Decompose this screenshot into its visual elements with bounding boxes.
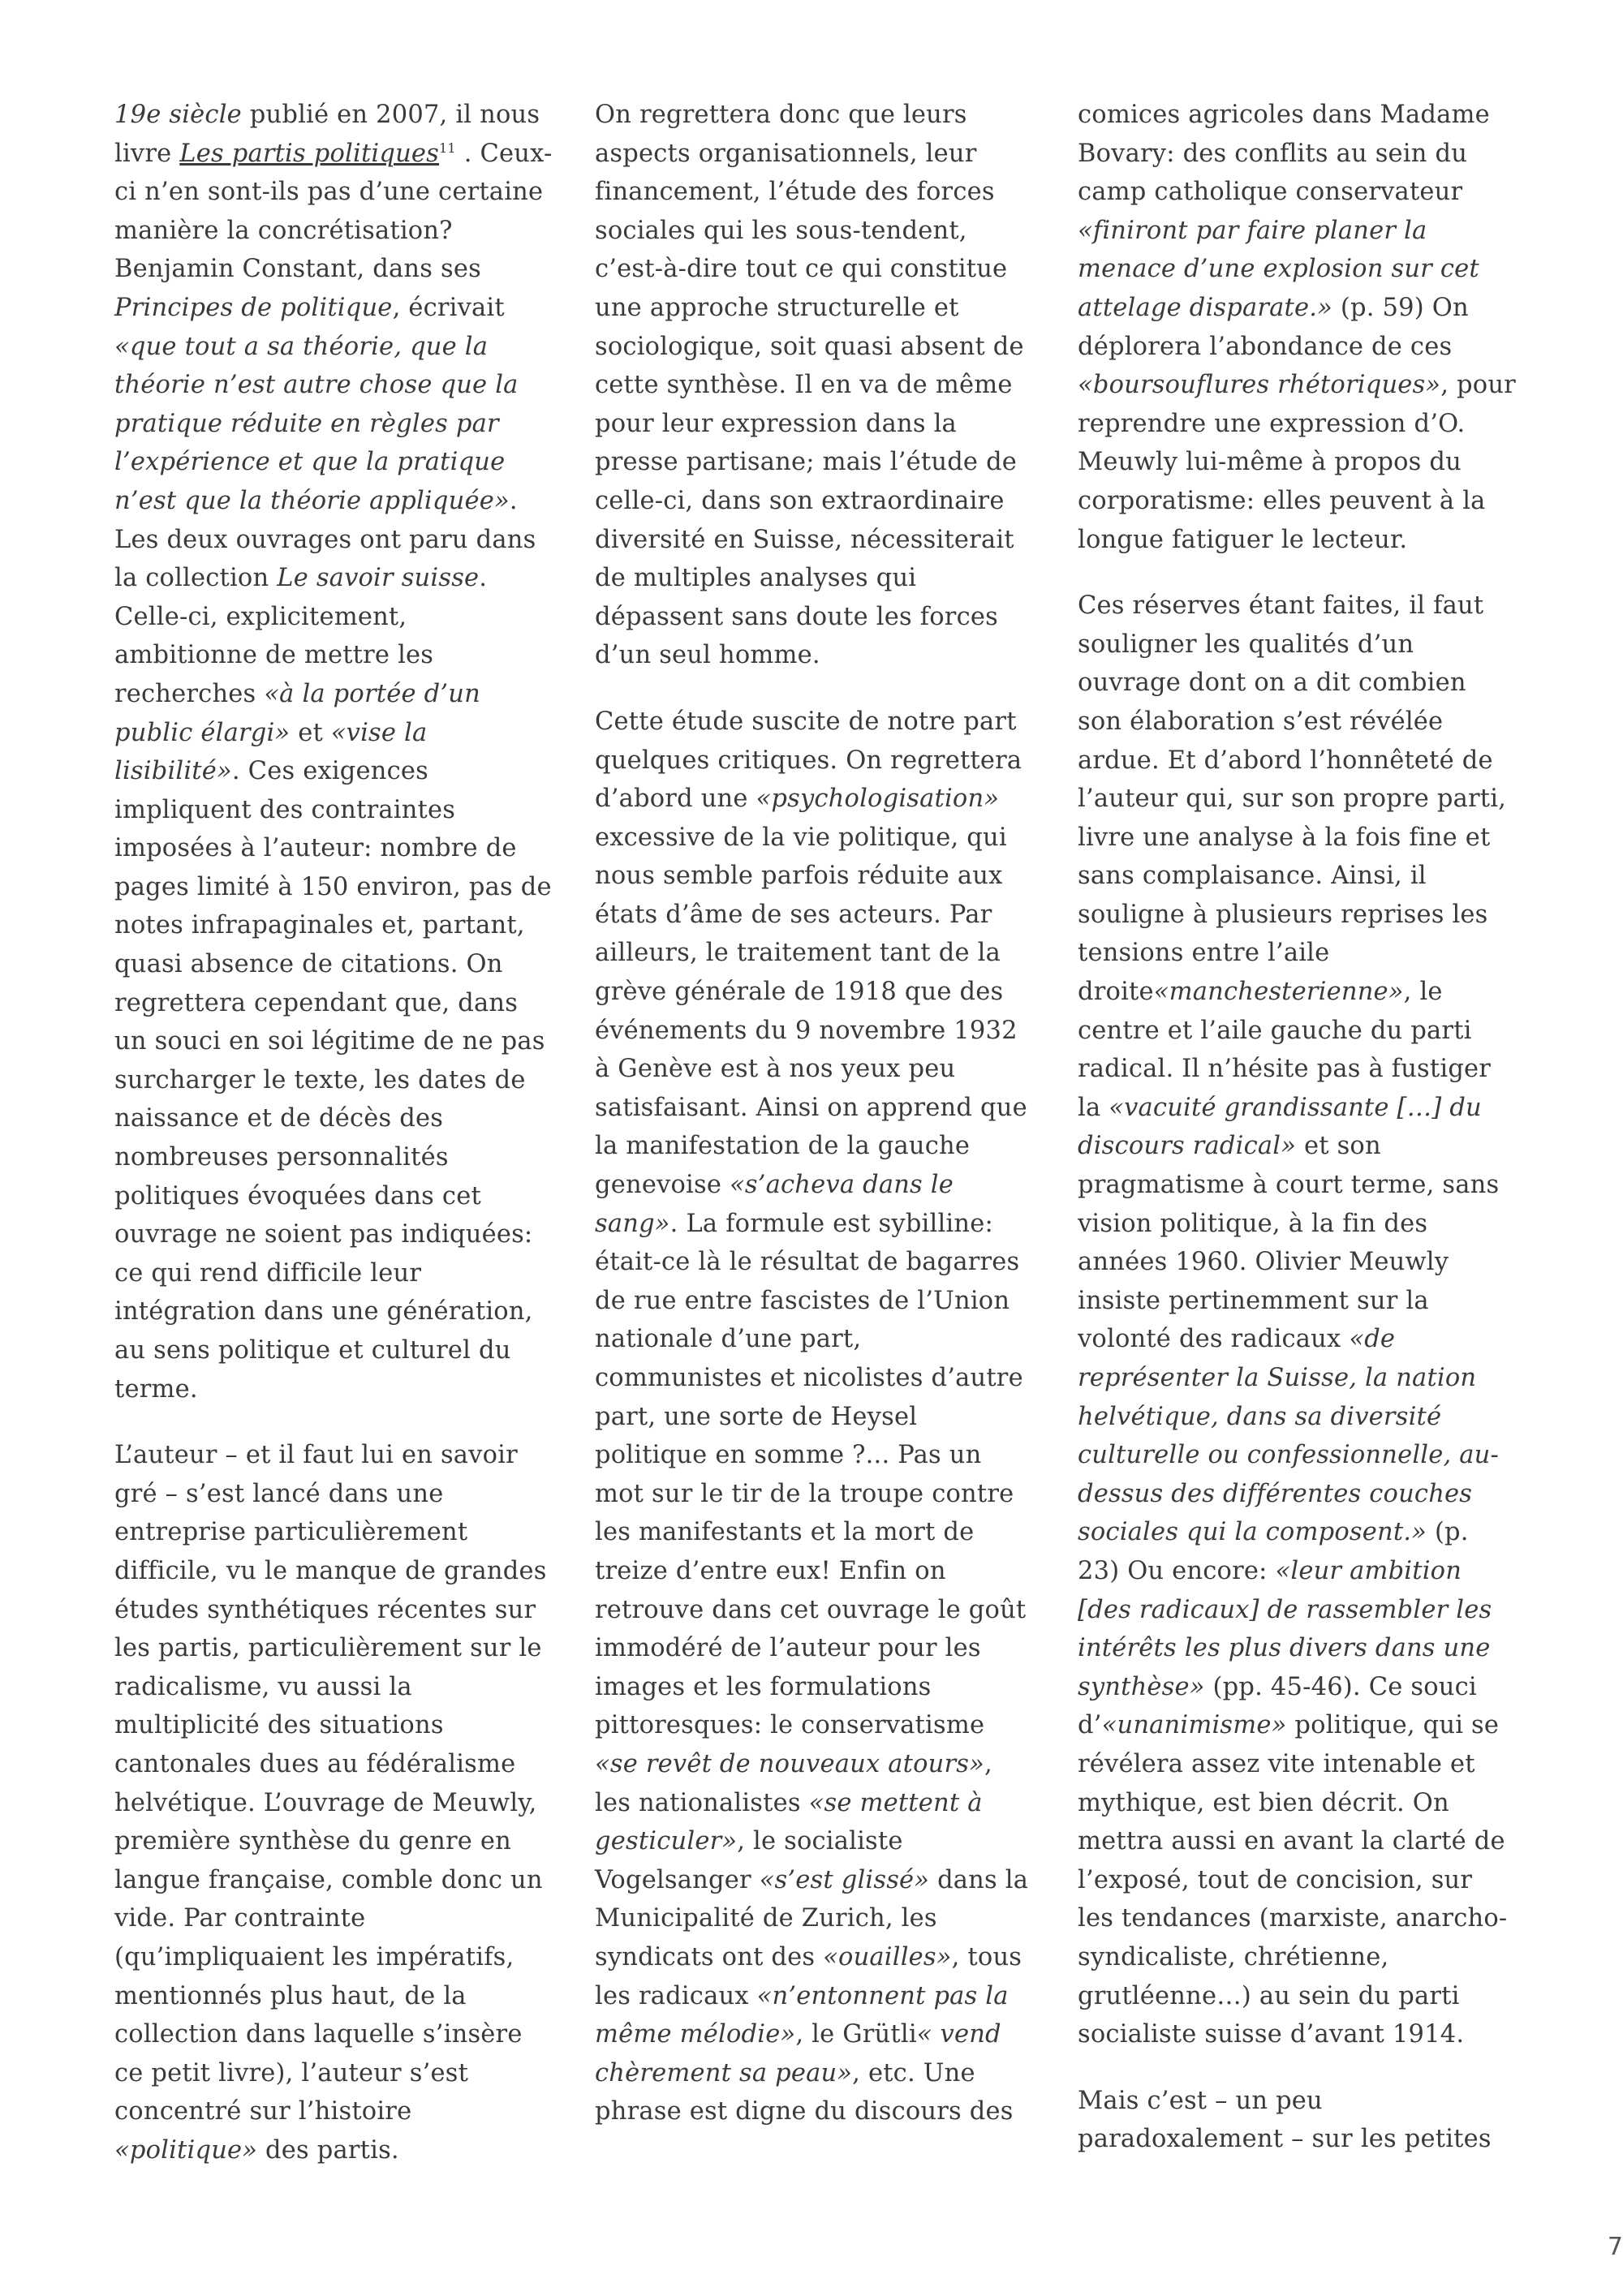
- body-text: . La formule est sybilline: était-ce là le résultat de bagarres de rue entre fascistes de l’Union nationale d’une part, communistes et nicolistes d’autre part, une sorte de Heysel politique en somme ?... Pas un mot sur le tir de la troupe contre les manifestants et la mort de treize d’entre eux! Enfin on retrouve dans cet ouvrage le goût immodéré de l’auteur pour les images et les formulations pittoresques: le conservatisme: [595, 1209, 1027, 1740]
- italic-text: Principes de politique: [114, 293, 393, 322]
- body-text: , etc. Une phrase est digne du discours des: [595, 2058, 1014, 2126]
- body-text: Ces réserves étant faites, il faut souligner les qualités d’un ouvrage dont on a dit combien son élaboration s’est révélée ardue. Et d’abord l’honnêteté de l’auteur qui, sur son propre parti, livre une analyse à la fois fine et sans complaisance. Ainsi, il souligne à plusieurs reprises les tensions entre l’aile droite: [1078, 591, 1507, 1007]
- quote: «manchesterienne»: [1153, 978, 1404, 1007]
- text-column-3: [1078, 96, 1516, 2159]
- quote: «psychologisation»: [756, 785, 1000, 814]
- quote: «vise la lisibilité»: [114, 718, 428, 786]
- footnote-reference: 11: [439, 140, 456, 156]
- quote: «n’entonnent pas la même mélodie»: [595, 1981, 1009, 2049]
- body-text: , les nationalistes: [595, 1749, 992, 1817]
- quote: «s’acheva dans le sang»: [595, 1171, 954, 1238]
- quote: «unanimisme»: [1101, 1711, 1287, 1740]
- body-text: , pour reprendre une expression d’O. Meuwly lui-même à propos du corporatisme: elles peuvent à la longue fatiguer le lecteur.: [1078, 371, 1516, 554]
- quote: «ouailles»: [823, 1942, 952, 1971]
- body-text: , le Grütli: [795, 2020, 917, 2049]
- body-text: et: [290, 718, 331, 747]
- body-text: (p. 59) On déplorera l’abondance de ces: [1078, 293, 1469, 361]
- body-text: , le socialiste Vogelsanger: [595, 1827, 903, 1894]
- body-text: , écrivait: [392, 293, 505, 322]
- quote: «politique»: [114, 2135, 258, 2165]
- paragraph: [1078, 2082, 1516, 2159]
- body-text: dans la Municipalité de Zurich, les syndicats ont des: [595, 1865, 1029, 1971]
- quote: «se mettent à gesticuler»: [595, 1788, 983, 1856]
- quote: «de représenter la Suisse, la nation helvétique, dans sa diversité culturelle ou confessionnelle, au-dessus des différentes couches sociales qui la composent.»: [1078, 1325, 1500, 1547]
- quote: «que tout a sa théorie, que la théorie n’est autre chose que la pratique réduite en règles par l’expérience et que la pratique n’est que la théorie appliquée»: [114, 332, 519, 515]
- body-text: (pp. 45-46). Ce souci d’: [1078, 1672, 1477, 1740]
- paragraph: [1078, 96, 1516, 559]
- body-text: politique, qui se révélera assez vite intenable et mythique, est bien décrit. On mettra aussi en avant la clarté de l’exposé, tout de concision, sur les tendances (marxiste, anarcho-syndicaliste, chrétienne, grutléenne…) au sein du parti socialiste suisse d’avant 1914.: [1078, 1711, 1508, 2049]
- paragraph: [114, 96, 553, 1408]
- body-text: publié en 2007, il nous livre: [114, 101, 540, 168]
- quote: « vend chèrement sa peau»: [595, 2020, 1001, 2087]
- text-column-2: [595, 96, 1033, 2131]
- text-column-1: [114, 96, 553, 2169]
- paragraph: [1078, 587, 1516, 2054]
- body-text: Cette étude suscite de notre part quelques critiques. On regrettera d’abord une: [595, 707, 1022, 814]
- body-text: excessive de la vie politique, qui nous semble parfois réduite aux états d’âme de ses acteurs. Par ailleurs, le traitement tant de la grève générale de 1918 que des événements du 9 novembre 1932 à Genève est à nos yeux peu satisfaisant. Ainsi on apprend que la manifestation de la gauche genevoise: [595, 823, 1027, 1200]
- body-text: (p. 23) Ou encore:: [1078, 1518, 1469, 1585]
- body-text: , le centre et l’aile gauche du parti radical. Il n’hésite pas à fustiger la: [1078, 978, 1492, 1122]
- italic-text: 19e siècle: [114, 101, 242, 129]
- quote: «vacuité grandissante […] du discours radical»: [1078, 1093, 1482, 1161]
- body-text: . Ces exigences impliquent des contraintes imposées à l’auteur: nombre de pages limité à 150 environ, pas de notes infrapaginales et, partant, quasi absence de citations. On regrettera cependant que, dans un souci en soi légitime de ne pas surcharger le texte, les dates de naissance et de décès des nombreuses personnalités politiques évoquées dans cet ouvrage ne soient pas indiquées: ce qui rend difficile leur intégration dans une génération, au sens politique et culturel du terme.: [114, 757, 552, 1404]
- body-text: L’auteur – et il faut lui en savoir gré – s’est lancé dans une entreprise particulièrement difficile, vu le manque de grandes études synthétiques récentes sur les partis, particulièrement sur le radicalisme, vu aussi la multiplicité des situations cantonales dues au fédéralisme helvétique. L’ouvrage de Meuwly, première synthèse du genre en langue française, comble donc un vide. Par contrainte (qu’impliquaient les impératifs, mentionnés plus haut, de la collection dans laquelle s’insère ce petit livre), l’auteur s’est concentré sur l’histoire: [114, 1441, 547, 2126]
- quote: «se revêt de nouveaux atours»: [595, 1749, 984, 1778]
- page-number: 7: [1607, 2233, 1623, 2261]
- body-text: On regrettera donc que leurs aspects organisationnels, leur financement, l’étude des forces sociales qui les sous-tendent, c’est-à-dire tout ce qui constitue une approche structurelle et sociologique, soit quasi absent de cette synthèse. Il en va de même pour leur expression dans la presse partisane; mais l’étude de celle-ci, dans son extraordinaire diversité en Suisse, nécessiterait de multiples analyses qui dépassent sans doute les forces d’un seul homme.: [595, 101, 1024, 670]
- body-text: . Ceux-ci n’en sont-ils pas d’une certaine manière la concrétisation? Benjamin Constant, dans ses: [114, 139, 553, 284]
- quote: «finiront par faire planer la menace d’une explosion sur cet attelage disparate.»: [1078, 216, 1479, 322]
- paragraph: [595, 96, 1033, 675]
- quote: «s’est glissé»: [759, 1865, 930, 1894]
- body-text: . Les deux ouvrages ont paru dans la collection: [114, 486, 536, 593]
- paragraph: [114, 1436, 553, 2169]
- quote: «boursouflures rhétoriques»: [1078, 371, 1441, 400]
- body-text: , tous les radicaux: [595, 1942, 1022, 2010]
- body-text: et son pragmatisme à court terme, sans vision politique, à la fin des années 1960. Olivier Meuwly insiste pertinemment sur la volonté des radicaux: [1078, 1132, 1500, 1354]
- body-text: comices agricoles dans Madame Bovary: des conflits au sein du camp catholique conservateur: [1078, 101, 1490, 207]
- paragraph: [595, 703, 1033, 2131]
- quote: «leur ambition [des radicaux] de rassembler les intérêts les plus divers dans une synthèse»: [1078, 1556, 1492, 1701]
- body-text: . Celle-ci, explicitement, ambitionne de mettre les recherches: [114, 564, 488, 708]
- quote: «à la portée d’un public élargi»: [114, 679, 480, 747]
- italic-text: Le savoir suisse: [277, 564, 480, 593]
- body-text: Mais c’est – un peu paradoxalement – sur les petites: [1078, 2086, 1492, 2154]
- body-text: des partis.: [257, 2135, 399, 2165]
- book-title: Les partis politiques: [179, 139, 440, 168]
